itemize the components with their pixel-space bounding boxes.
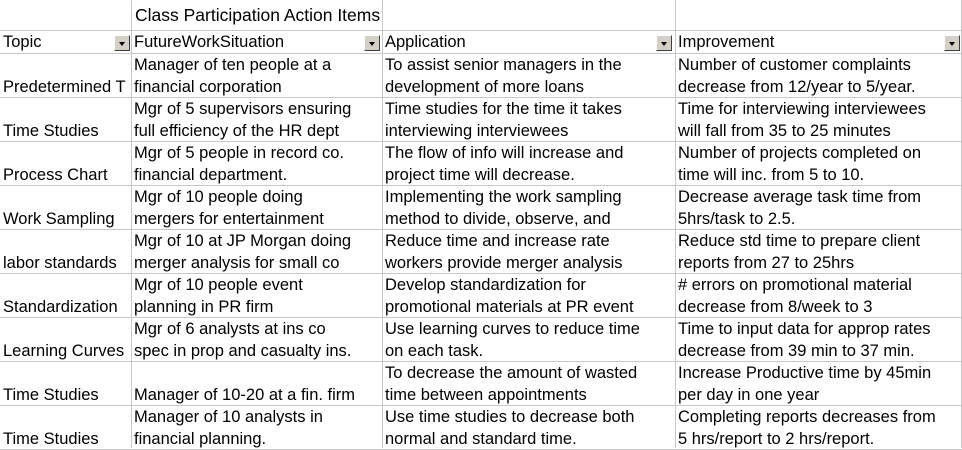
improvement-cell[interactable] (675, 274, 962, 318)
future-line-1: Manager of ten people at a (134, 56, 332, 74)
header-label: Improvement (678, 33, 775, 51)
improvement-cell[interactable] (675, 98, 962, 142)
application-line-1: To assist senior managers in the (385, 56, 622, 74)
header-label: FutureWorkSituation (134, 33, 285, 51)
improvement-cell[interactable] (675, 54, 962, 98)
application-line-2: time between appointments (385, 386, 587, 404)
topic-text: Learning Curves (3, 342, 125, 360)
header-cell-future-work-situation[interactable] (131, 31, 382, 53)
improvement-line-2: will fall from 35 to 25 minutes (678, 122, 891, 140)
future-cell[interactable] (131, 186, 382, 230)
filter-dropdown-arrow-icon[interactable] (114, 35, 130, 51)
filter-dropdown-arrow-icon[interactable] (944, 35, 960, 51)
improvement-line-1: # errors on promotional material (678, 276, 912, 294)
improvement-cell[interactable] (675, 186, 962, 230)
topic-cell[interactable] (0, 142, 131, 186)
topic-cell[interactable] (0, 98, 131, 142)
future-cell[interactable] (131, 362, 382, 406)
application-line-2: method to divide, observe, and (385, 210, 611, 228)
application-cell[interactable] (382, 186, 675, 230)
topic-text: Process Chart (3, 166, 108, 184)
application-line-2: normal and standard time. (385, 430, 577, 448)
filter-dropdown-arrow-icon[interactable] (364, 35, 380, 51)
improvement-line-2: 5 hrs/report to 2 hrs/report. (678, 430, 875, 448)
improvement-line-2: time will inc. from 5 to 10. (678, 166, 865, 184)
future-line-1: Mgr of 6 analysts at ins co (134, 320, 326, 338)
improvement-line-2: per day in one year (678, 386, 820, 404)
improvement-line-2: decrease from 12/year to 5/year. (678, 78, 916, 96)
application-line-1: Develop standardization for (385, 276, 586, 294)
application-line-1: Use time studies to decrease both (385, 408, 635, 426)
header-label: Application (385, 33, 466, 51)
topic-cell[interactable] (0, 362, 131, 406)
future-cell[interactable] (131, 406, 382, 450)
future-cell[interactable] (131, 98, 382, 142)
topic-text: Work Sampling (3, 210, 115, 228)
future-cell[interactable] (131, 274, 382, 318)
application-line-2: interviewing interviewees (385, 122, 569, 140)
future-line-2: full efficiency of the HR dept (134, 122, 340, 140)
improvement-line-1: Time for interviewing interviewees (678, 100, 926, 118)
improvement-line-2: decrease from 8/week to 3 (678, 298, 873, 316)
future-cell[interactable] (131, 142, 382, 186)
topic-text: Predetermined T (3, 78, 126, 96)
application-line-2: development of more loans (385, 78, 585, 96)
topic-text: Time Studies (3, 386, 99, 404)
application-cell[interactable] (382, 54, 675, 98)
header-cell-improvement[interactable] (675, 31, 962, 53)
application-line-2: on each task. (385, 342, 484, 360)
future-line-2: spec in prop and casualty ins. (134, 342, 352, 360)
improvement-line-1: Reduce std time to prepare client (678, 232, 921, 250)
future-line-2: Manager of 10-20 at a fin. firm (134, 386, 356, 404)
application-cell[interactable] (382, 318, 675, 362)
future-cell[interactable] (131, 318, 382, 362)
application-cell[interactable] (382, 406, 675, 450)
future-line-2: mergers for entertainment (134, 210, 324, 228)
topic-cell[interactable] (0, 318, 131, 362)
improvement-cell[interactable] (675, 362, 962, 406)
topic-cell[interactable] (0, 230, 131, 274)
future-line-1: Mgr of 10 at JP Morgan doing (134, 232, 352, 250)
improvement-cell[interactable] (675, 142, 962, 186)
improvement-line-2: reports from 27 to 25hrs (678, 254, 855, 272)
header-label: Topic (3, 33, 42, 51)
future-cell[interactable] (131, 230, 382, 274)
improvement-line-2: decrease from 39 min to 37 min. (678, 342, 915, 360)
future-line-2: financial corporation (134, 78, 282, 96)
application-cell[interactable] (382, 98, 675, 142)
application-cell[interactable] (382, 274, 675, 318)
application-cell[interactable] (382, 230, 675, 274)
application-line-2: project time will decrease. (385, 166, 575, 184)
topic-text: labor standards (3, 254, 117, 272)
topic-text: Standardization (3, 298, 118, 316)
application-cell[interactable] (382, 362, 675, 406)
application-line-1: Implementing the work sampling (385, 188, 622, 206)
future-line-1: Manager of 10 analysts in (134, 408, 323, 426)
application-line-1: Time studies for the time it takes (385, 100, 622, 118)
application-line-2: promotional materials at PR event (385, 298, 634, 316)
improvement-line-1: Completing reports decreases from (678, 408, 936, 426)
future-line-2: financial department. (134, 166, 288, 184)
improvement-line-1: Number of projects completed on (678, 144, 922, 162)
header-cell-application[interactable] (382, 31, 675, 53)
future-line-2: financial planning. (134, 430, 267, 448)
future-line-2: planning in PR firm (134, 298, 274, 316)
improvement-line-1: Increase Productive time by 45min (678, 364, 932, 382)
topic-text: Time Studies (3, 430, 99, 448)
improvement-line-1: Time to input data for approp rates (678, 320, 931, 338)
future-line-2: merger analysis for small co (134, 254, 340, 272)
topic-cell[interactable] (0, 406, 131, 450)
future-line-1: Mgr of 5 people in record co. (134, 144, 345, 162)
application-line-1: To decrease the amount of wasted (385, 364, 638, 382)
future-line-1: Mgr of 5 supervisors ensuring (134, 100, 352, 118)
topic-text: Time Studies (3, 122, 99, 140)
filter-dropdown-arrow-icon[interactable] (656, 35, 672, 51)
application-line-1: The flow of info will increase and (385, 144, 624, 162)
header-cell-topic[interactable] (0, 31, 131, 53)
sheet-title[interactable]: Class Participation Action Items (135, 5, 381, 25)
topic-cell[interactable] (0, 186, 131, 230)
improvement-cell[interactable] (675, 318, 962, 362)
application-line-1: Use learning curves to reduce time (385, 320, 640, 338)
future-line-1: Mgr of 10 people event (134, 276, 303, 294)
improvement-line-1: Number of customer complaints (678, 56, 911, 74)
improvement-line-1: Decrease average task time from (678, 188, 922, 206)
future-line-1: Mgr of 10 people doing (134, 188, 303, 206)
application-cell[interactable] (382, 142, 675, 186)
future-cell[interactable] (131, 54, 382, 98)
application-line-2: workers provide merger analysis (385, 254, 623, 272)
improvement-line-2: 5hrs/task to 2.5. (678, 210, 796, 228)
topic-cell[interactable] (0, 274, 131, 318)
application-line-1: Reduce time and increase rate (385, 232, 610, 250)
improvement-cell[interactable] (675, 406, 962, 450)
improvement-cell[interactable] (675, 230, 962, 274)
topic-cell[interactable] (0, 54, 131, 98)
